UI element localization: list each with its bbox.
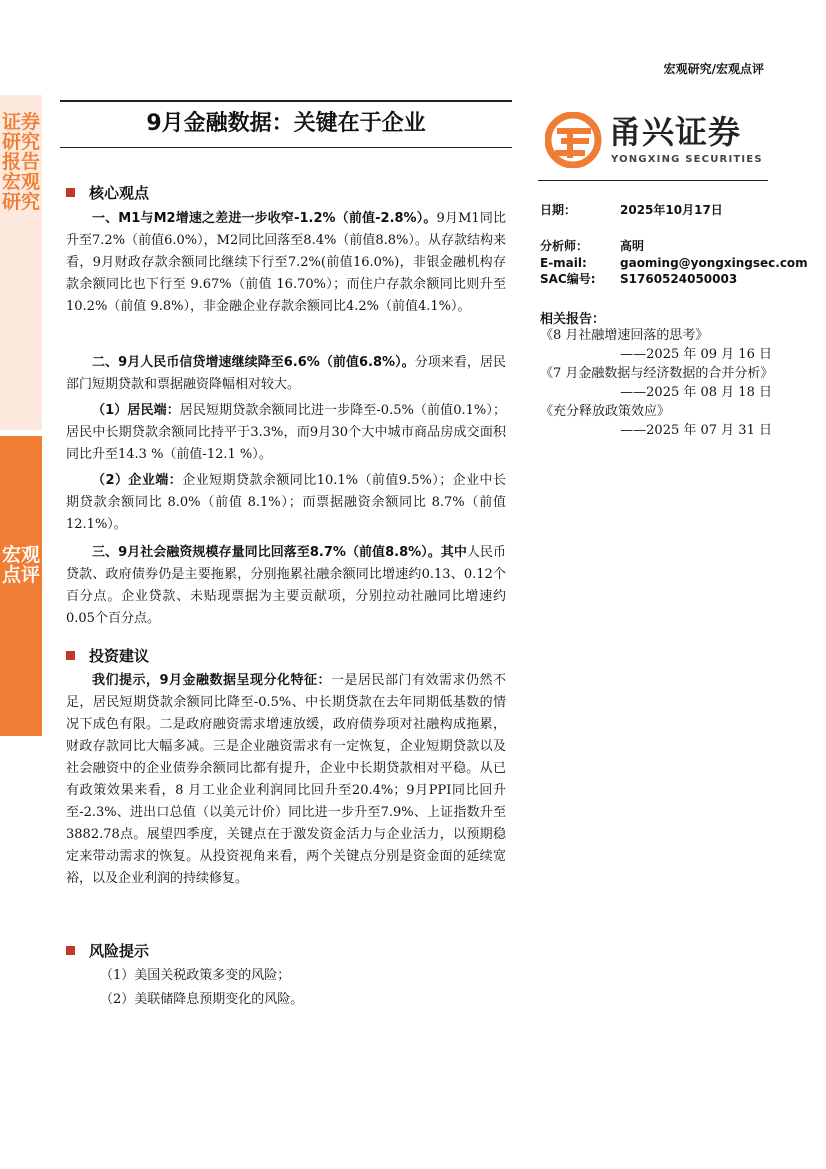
risk-item-2: （2）美联储降息预期变化的风险。	[100, 992, 304, 1007]
core-paragraph-5: 三、9月社会融资规模存量同比回落至8.7%（前值8.8%）。其中人民币贷款、政府债券仍是主要拖累，分别拖累社融余额同比增速约0.13、0.12个百分点。企业贷款、未贴现票据为主要贡献项，分别拉动社融同比增速约0.05个百分点。	[66, 545, 506, 626]
related-report-list	[540, 326, 772, 440]
related-report-1-date: ——2025 年 09 月 16 日	[620, 347, 772, 362]
section-risk-heading: 风险提示	[66, 940, 149, 961]
info-date: 日期： 2025年10月17日	[540, 203, 723, 217]
core-paragraph-4: （2）企业端：企业短期贷款余额同比10.1%（前值9.5%）；企业中长期贷款余额同比 8.0%（前值 8.1%）；而票据融资余额同比 8.7%（前值12.1%）。	[66, 473, 507, 532]
bullet-square-icon	[66, 946, 75, 955]
logo-text-cn: 甬兴证券	[609, 113, 742, 151]
related-report-1[interactable]: 《8 月社融增速回落的思考》	[540, 328, 709, 343]
info-sac: SAC编号: S1760524050003	[540, 272, 738, 286]
logo-mark-icon	[545, 112, 605, 168]
bullet-square-icon	[66, 651, 75, 660]
core-paragraph-2: 二、9月人民币信贷增速继续降至6.6%（前值6.8%）。分项来看，居民部门短期贷款和票据融资降幅相对较大。	[66, 355, 506, 392]
core-paragraph-3: （1）居民端：居民短期贷款余额同比进一步降至-0.5%（前值0.1%）；居民中长期贷款余额同比持平于3.3%，而9月30个大中城市商品房成交面积同比升至14.3 %（前值-12.1 %）。	[66, 403, 506, 462]
side-strip-mid	[0, 436, 42, 736]
info-email: E-mail: gaoming@yongxingsec.com	[540, 256, 808, 270]
section-core-heading: 核心观点	[66, 182, 149, 203]
related-report-2[interactable]: 《7 月金融数据与经济数据的合并分析》	[540, 366, 774, 381]
company-logo	[545, 110, 765, 170]
right-divider	[538, 180, 768, 181]
logo-text-en: YONGXING SECURITIES	[611, 154, 763, 165]
related-reports-title: 相关报告：	[540, 312, 606, 327]
related-report-3[interactable]: 《充分释放政策效应》	[540, 404, 671, 419]
section-advice-heading: 投资建议	[66, 645, 149, 666]
top-divider	[60, 100, 512, 102]
related-report-3-date: ——2025 年 07 月 31 日	[620, 423, 772, 438]
risk-item-1: （1）美国关税政策多变的风险；	[100, 968, 291, 983]
side-label-category: 宏观点评	[1, 544, 40, 586]
core-paragraph-1: 一、M1与M2增速之差进一步收窄-1.2%（前值-2.8%）。9月M1同比升至7.2%（前值6.0%），M2同比回落至8.4%（前值8.8%）。从存款结构来看，9月财政存款余额同比继续下行至7.2%(前值16.0%)，非银金融机构存款余额同比也下行至 9.67%（前值 16.70%）；而住户存款余额同比则升至 10.2%（前值 9.8%），非金融企业存款余额同比4.2%（前值4.1%）。	[66, 211, 506, 314]
header-category: 宏观研究/宏观点评	[663, 62, 764, 76]
advice-paragraph: 我们提示，9月金融数据呈现分化特征：一是居民部门有效需求仍然不足，居民短期贷款余额同比降至-0.5%、中长期贷款在去年同期低基数的情况下成色有限。二是政府融资需求增速放缓，政府债券项对社融构成拖累，财政存款同比大幅多减。三是企业融资需求有一定恢复，企业短期贷款以及社会融资中的企业债券余额同比都有提升，企业中长期贷款相对平稳。从已有政策效果来看，8 月工业企业利润同比回升至20.4%；9月PPI同比回升至-2.3%、进出口总值（以美元计价）同比进一步升至7.9%、上证指数升至3882.78点。展望四季度，关键点在于激发资金活力与企业活力，以预期稳定来带动需求的恢复。从投资视角来看，两个关键点分别是资金面的延续宽裕，以及企业利润的持续修复。	[66, 673, 506, 886]
bullet-square-icon	[66, 188, 75, 197]
related-report-2-date: ——2025 年 08 月 18 日	[620, 385, 772, 400]
side-label-report-type: 证券研究报告 宏观研究	[1, 111, 40, 213]
title-divider	[60, 147, 512, 148]
page-title: 9月金融数据：关键在于企业	[146, 111, 426, 136]
info-analyst: 分析师： 高明	[540, 239, 645, 253]
